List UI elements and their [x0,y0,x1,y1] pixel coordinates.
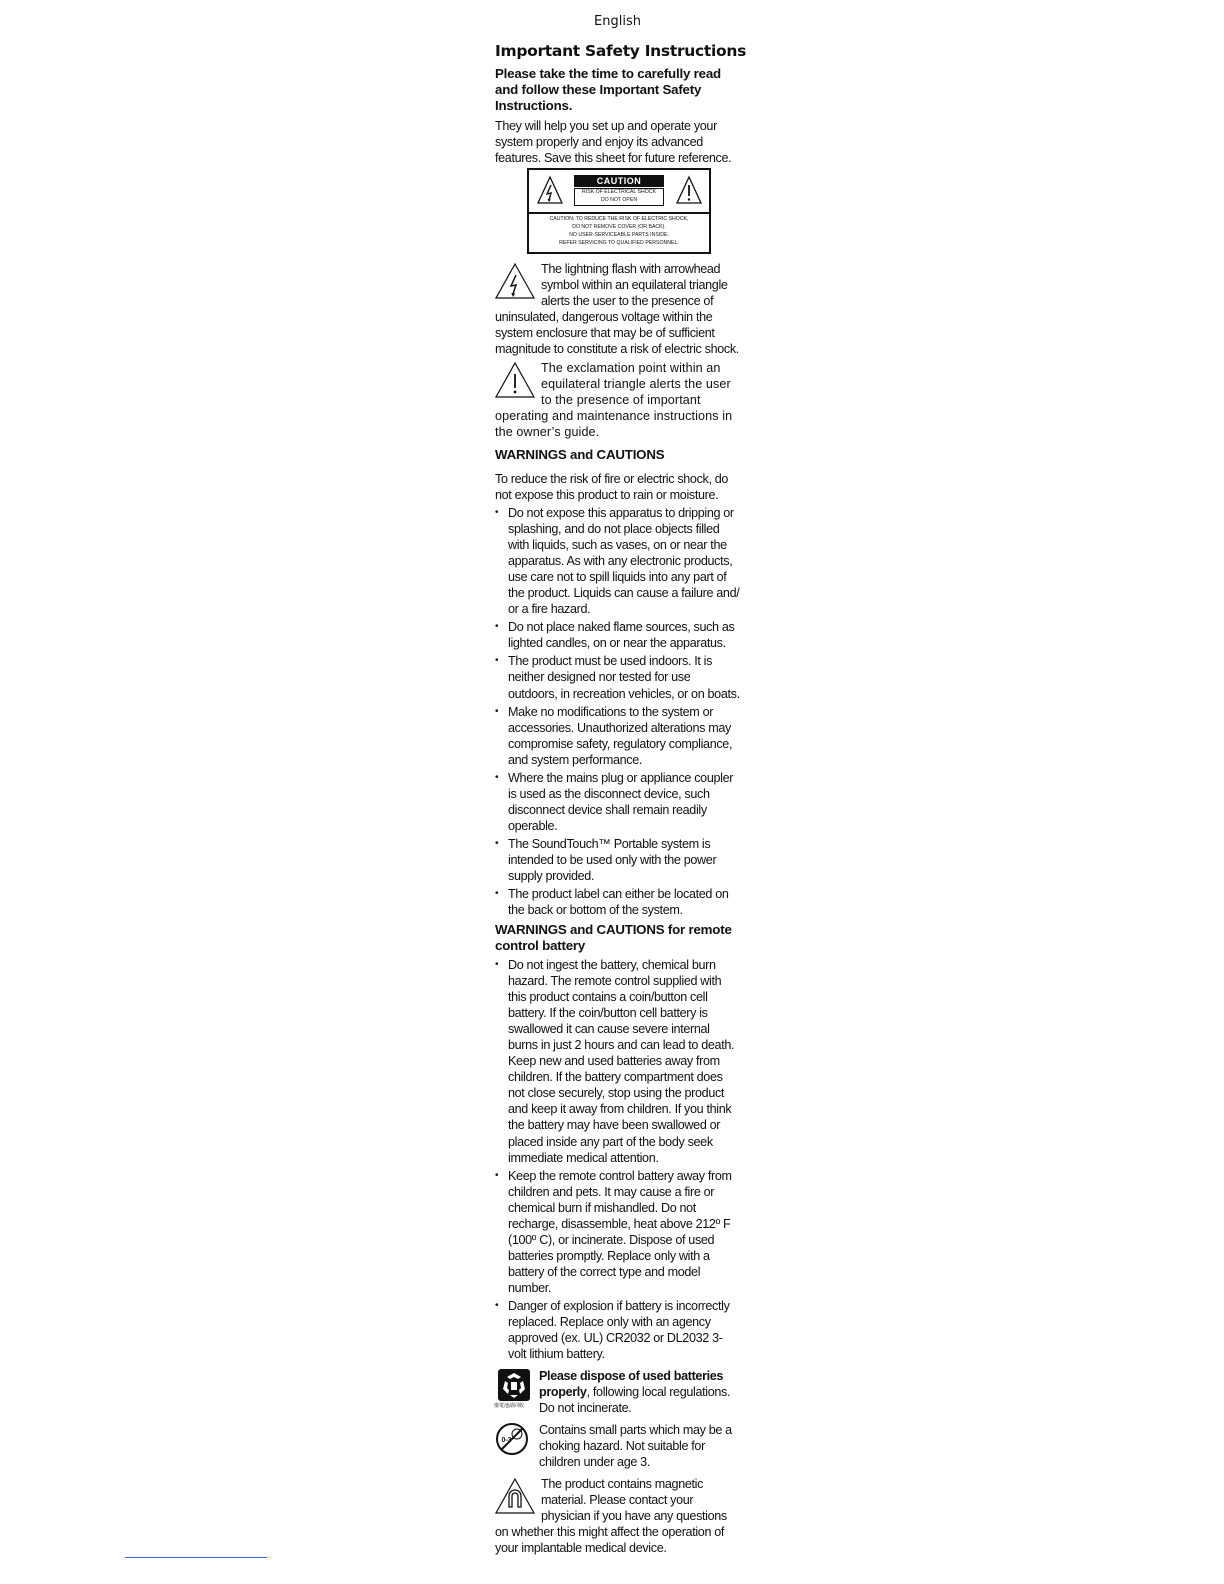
caution-divider [529,212,709,214]
caution-sub-line: RISK OF ELECTRICAL SHOCK [582,189,656,195]
list-item: • The SoundTouch™ Portable system is intended to be used only with the power supply provided. [495,836,740,884]
warnings-heading: WARNINGS and CAUTIONS [495,447,665,462]
exclamation-triangle-icon [675,175,703,205]
list-item: • Make no modifications to the system or accessories. Unauthorized alterations may compromise safety, regulatory compliance, and system performance. [495,704,740,768]
list-item: • Where the mains plug or appliance coupler is used as the disconnect device, such disconnect device shall remain readily operable. [495,770,740,834]
caution-sub [574,188,664,206]
small-parts-notice [495,1422,740,1470]
list-item: • Do not ingest the battery, chemical burn hazard. The remote control supplied with this product contains a coin/button cell battery. If the coin/button cell battery is swallowed it can cause severe internal burns in just 2 hours and can lead to death. Keep new and used batteries away from children. If the battery compartment does not close securely, stop using the product and keep it away from children. If you think the battery may have been swallowed or placed inside any part of the body seek immediate medical attention. [495,957,740,1166]
list-item: • Do not place naked flame sources, such as lighted candles, on or near the apparatus. [495,619,740,651]
exclamation-symbol-block [495,360,740,440]
magnetic-notice [495,1476,740,1556]
exclamation-description: The exclamation point within an equilateral triangle alerts the user to the presence of important operating and maintenance instructions in the owner’s guide. [495,361,733,440]
recycle-icon [496,1368,532,1402]
lightning-symbol-block [495,261,740,358]
lead-paragraph: Please take the time to carefully read and follow these Important Safety Instructions. [495,66,721,113]
dispose-bold: Please dispose of used batteries properly [539,1369,724,1400]
list-item: • Danger of explosion if battery is incorrectly replaced. Replace only with an agency approved (ex. UL) CR2032 or DL2032 3-volt lithium battery. [495,1298,740,1362]
caution-label [527,168,711,254]
caution-line: CAUTION: TO REDUCE THE RISK OF ELECTRIC SHOCK, [549,216,689,222]
battery-heading: WARNINGS and CAUTIONS for remote control battery [495,922,732,954]
list-item: • The product must be used indoors. It is neither designed nor tested for use outdoors, in recreation vehicles, or on boats. [495,653,740,701]
page-title: Important Safety Instructions [495,42,747,60]
caution-line: DO NOT REMOVE COVER (OR BACK). [572,223,666,230]
caution-line: REFER SERVICING TO QUALIFIED PERSONNEL. [559,239,679,246]
exclamation-triangle-icon [495,360,541,400]
warnings-list [495,505,740,920]
small-parts-text: Contains small parts which may be a choking hazard. Not suitable for children under age 3. [539,1423,732,1470]
warnings-intro: To reduce the risk of fire or electric shock, do not expose this product to rain or moisture. [495,472,729,503]
lightning-description: The lightning flash with arrowhead symbol within an equilateral triangle alerts the user to the presence of uninsulated, dangerous voltage within the system enclosure that may be of sufficient magnitude to constitute a risk of electric shock. [495,262,739,357]
battery-list [495,957,740,1364]
caution-header: CAUTION [574,175,664,187]
recycle-notice [495,1368,740,1416]
link-underline [125,1557,267,1558]
list-item: • Keep the remote control battery away from children and pets. It may cause a fire or chemical burn if mishandled. Do not recharge, disassemble, heat above 212º F (100º C), or incinerate. Dispose of used batteries promptly. Replace only with a battery of the correct type and model number. [495,1168,740,1296]
language-label: English [594,14,641,29]
magnet-warning-icon [495,1476,541,1516]
recycle-symbol [495,1368,533,1414]
age-badge: 0-3 [501,1437,512,1444]
dispose-rest: , following local regulations. Do not incinerate. [539,1385,731,1416]
list-item: • Do not expose this apparatus to dripping or splashing, and do not place objects filled with liquids, such as vases, on or near the apparatus. As with any electronic products, use care not to spill liquids into any part of the product. Liquids can cause a failure and/ or a fire hazard. [495,505,740,617]
intro-paragraph: They will help you set up and operate your system properly and enjoy its advanced features. Save this sheet for future reference. [495,119,732,166]
dispose-text [539,1368,740,1416]
caution-bottom-text [531,216,707,248]
list-item: • The product label can either be located on the back or bottom of the system. [495,886,740,918]
caution-sub-line: DO NOT OPEN [600,196,638,203]
lightning-triangle-icon [536,175,564,205]
small-parts-symbol [495,1422,529,1456]
magnetic-text: The product contains magnetic material. Please contact your physician if you have any questions on whether this might affect the operation of your implantable medical device. [495,1477,727,1556]
lightning-triangle-icon [495,261,541,301]
caution-line: NO USER-SERVICEABLE PARTS INSIDE. [569,231,669,238]
recycle-caption: 廢電池請回收 [494,1403,525,1409]
